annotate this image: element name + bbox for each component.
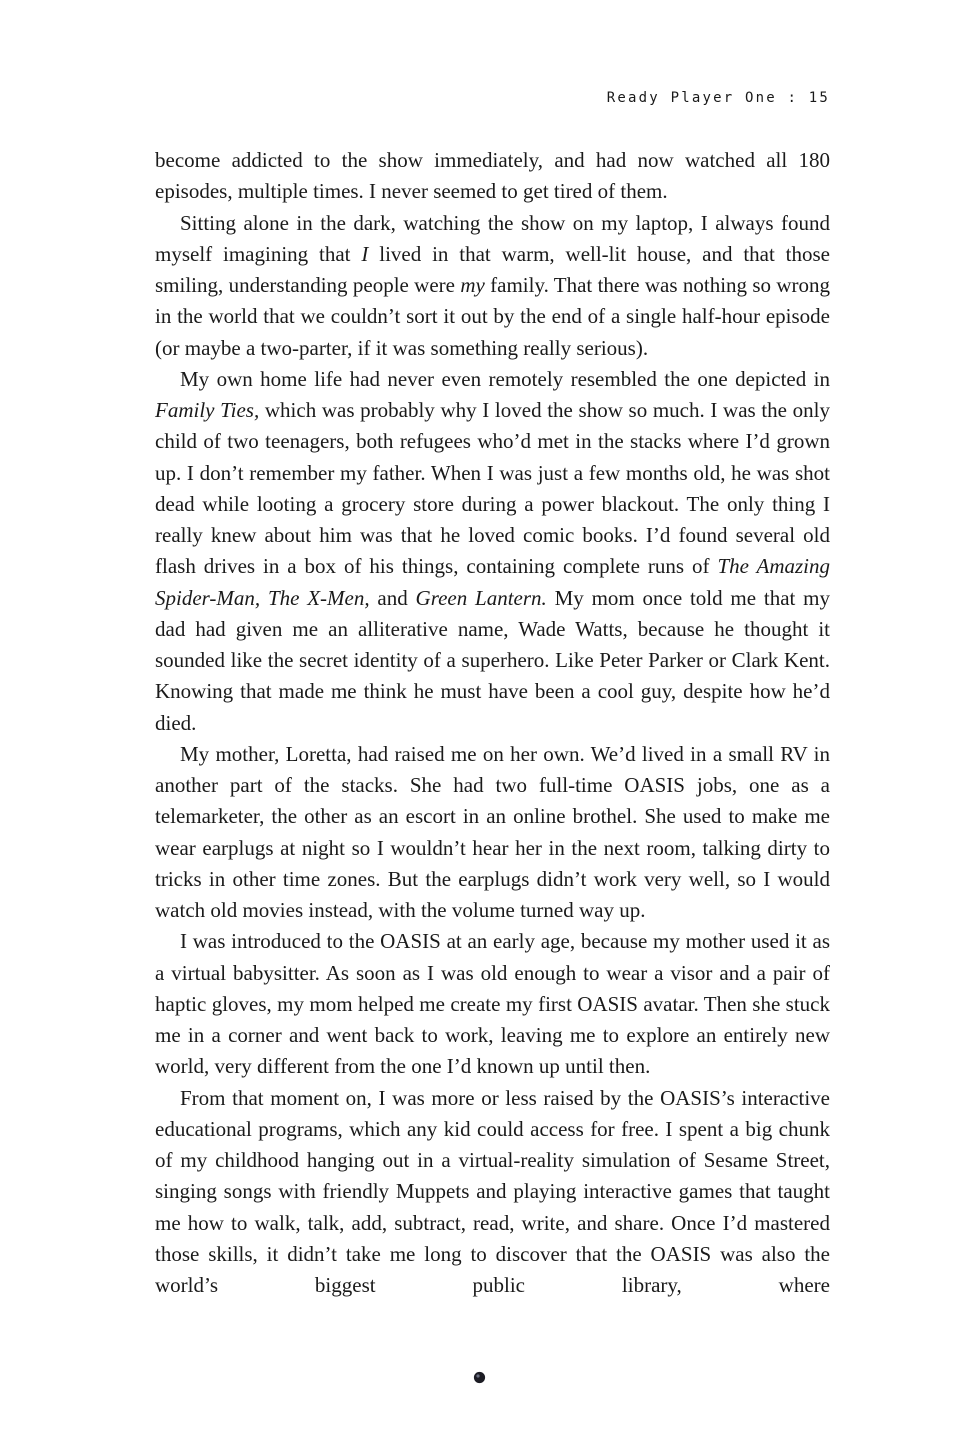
- text-run: become addicted to the show immediately, and had now watched all 180 episodes, multiple times. I never seemed to get tired of them.: [155, 148, 830, 204]
- paragraph: [155, 739, 830, 927]
- text-run: From that moment on, I was more or less raised by the OASIS’s interactive educational programs, which any kid could access for free. I spent a big chunk of my childhood hanging out in a virtual-reality simulation of Sesame Street, singing songs with friendly Muppets and playing interactive games that taught me how to walk, talk, add, subtract, read, write, and share. Once I’d mastered those skills, it didn’t take me long to discover that the OASIS was also the world’s biggest public library, where: [155, 1085, 830, 1297]
- italic-text: I: [361, 241, 369, 266]
- italic-text: my: [460, 273, 485, 297]
- text-run: My mom once told me that my dad had given me an alliterative name, Wade Watts, because he thought it sounded like the secret identity of a superhero. Like Peter Parker or Clark Kent. Knowing that made me think he must have been a cool guy, despite how he’d died.: [155, 585, 831, 735]
- text-run: Sitting alone in the dark, watching the show on my laptop, I always found myself imagining that: [155, 210, 830, 266]
- text-run: My own home life had never even remotely resembled the one depicted in: [180, 366, 830, 391]
- text-run: and: [369, 585, 416, 610]
- text-run: I was introduced to the OASIS at an early age, because my mother used it as a virtual babysitter. As soon as I was old enough to wear a visor and a pair of haptic gloves, my mom helped me create my first OASIS avatar. Then she stuck me in a corner and went back to work, leaving me to explore an entirely new world, very different from the one I’d known up until then.: [155, 929, 830, 1079]
- italic-text: The Amazing Spider-Man, The X-Men,: [155, 554, 830, 610]
- text-run: family. That there was nothing so wrong in the world that we couldn’t sort it out by the end of a single half-hour episode (or maybe a two-parter, if it was something really serious).: [155, 273, 831, 360]
- paragraph: [155, 364, 830, 739]
- text-run: lived in that warm, well-lit house, and that those smiling, understanding people were: [155, 241, 830, 297]
- filled-circle-bullet-icon: [473, 1371, 486, 1384]
- italic-text: Family Ties,: [155, 398, 260, 422]
- body-text: [155, 145, 830, 1301]
- paragraph: [155, 1083, 830, 1302]
- running-head: Ready Player One : 15: [606, 90, 830, 106]
- paragraph: [155, 208, 830, 364]
- paragraph: [155, 145, 830, 208]
- text-run: My mother, Loretta, had raised me on her own. We’d lived in a small RV in another part of the stacks. She had two full-time OASIS jobs, one as a telemarketer, the other as an escort in an online brothel. She used to make me wear earplugs at night so I wouldn’t hear her in the next room, talking dirty to tricks in other time zones. But the earplugs didn’t work very well, so I would watch old movies instead, with the volume turned way up.: [155, 741, 830, 922]
- text-run: which was probably why I loved the show so much. I was the only child of two teenagers, both refugees who’d met in the stacks where I’d grown up. I don’t remember my father. When I was just a few months old, he was shot dead while looting a grocery store during a power blackout. The only thing I really knew about him was that he loved comic books. I’d found several old flash drives in a box of his things, containing complete runs of: [155, 398, 830, 579]
- paragraph: [155, 926, 830, 1082]
- italic-text: Green Lantern.: [415, 585, 547, 610]
